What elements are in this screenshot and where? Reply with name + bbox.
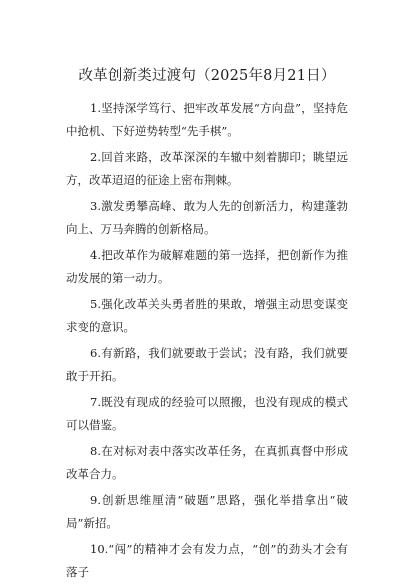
list-item: 7.既没有现成的经验可以照搬，也没有现成的模式可以借鉴。 [66,395,348,432]
list-item: 1.坚持深学笃行、把牢改革发展“方向盘”，坚持危中抢机、下好逆势转型“先手棋”。 [66,101,348,138]
list-item: 6.有新路，我们就要敢于尝试；没有路，我们就要敢于开拓。 [66,346,348,383]
list-item: 2.回首来路，改革深深的车辙中刻着脚印；眺望远方，改革迢迢的征途上密布荆棘。 [66,150,348,187]
list-item: 9.创新思维厘清“破题”思路，强化举措拿出“破局”新招。 [66,493,348,530]
sentence-list [66,97,348,584]
list-item: 5.强化改革关头勇者胜的果敢，增强主动思变谋变求变的意识。 [66,297,348,334]
list-item: 8.在对标对表中落实改革任务，在真抓真督中形成改革合力。 [66,444,348,481]
document-title: 改革创新类过渡句（2025年8月21日） [78,68,336,84]
list-item: 4.把改革作为破解难题的第一选择，把创新作为推动发展的第一动力。 [66,248,348,285]
list-item: 10.“闯”的精神才会有发力点，“创”的劲头才会有落子 [66,542,348,579]
list-item: 3.激发勇攀高峰、敢为人先的创新活力，构建蓬勃向上、万马奔腾的创新格局。 [66,199,348,236]
